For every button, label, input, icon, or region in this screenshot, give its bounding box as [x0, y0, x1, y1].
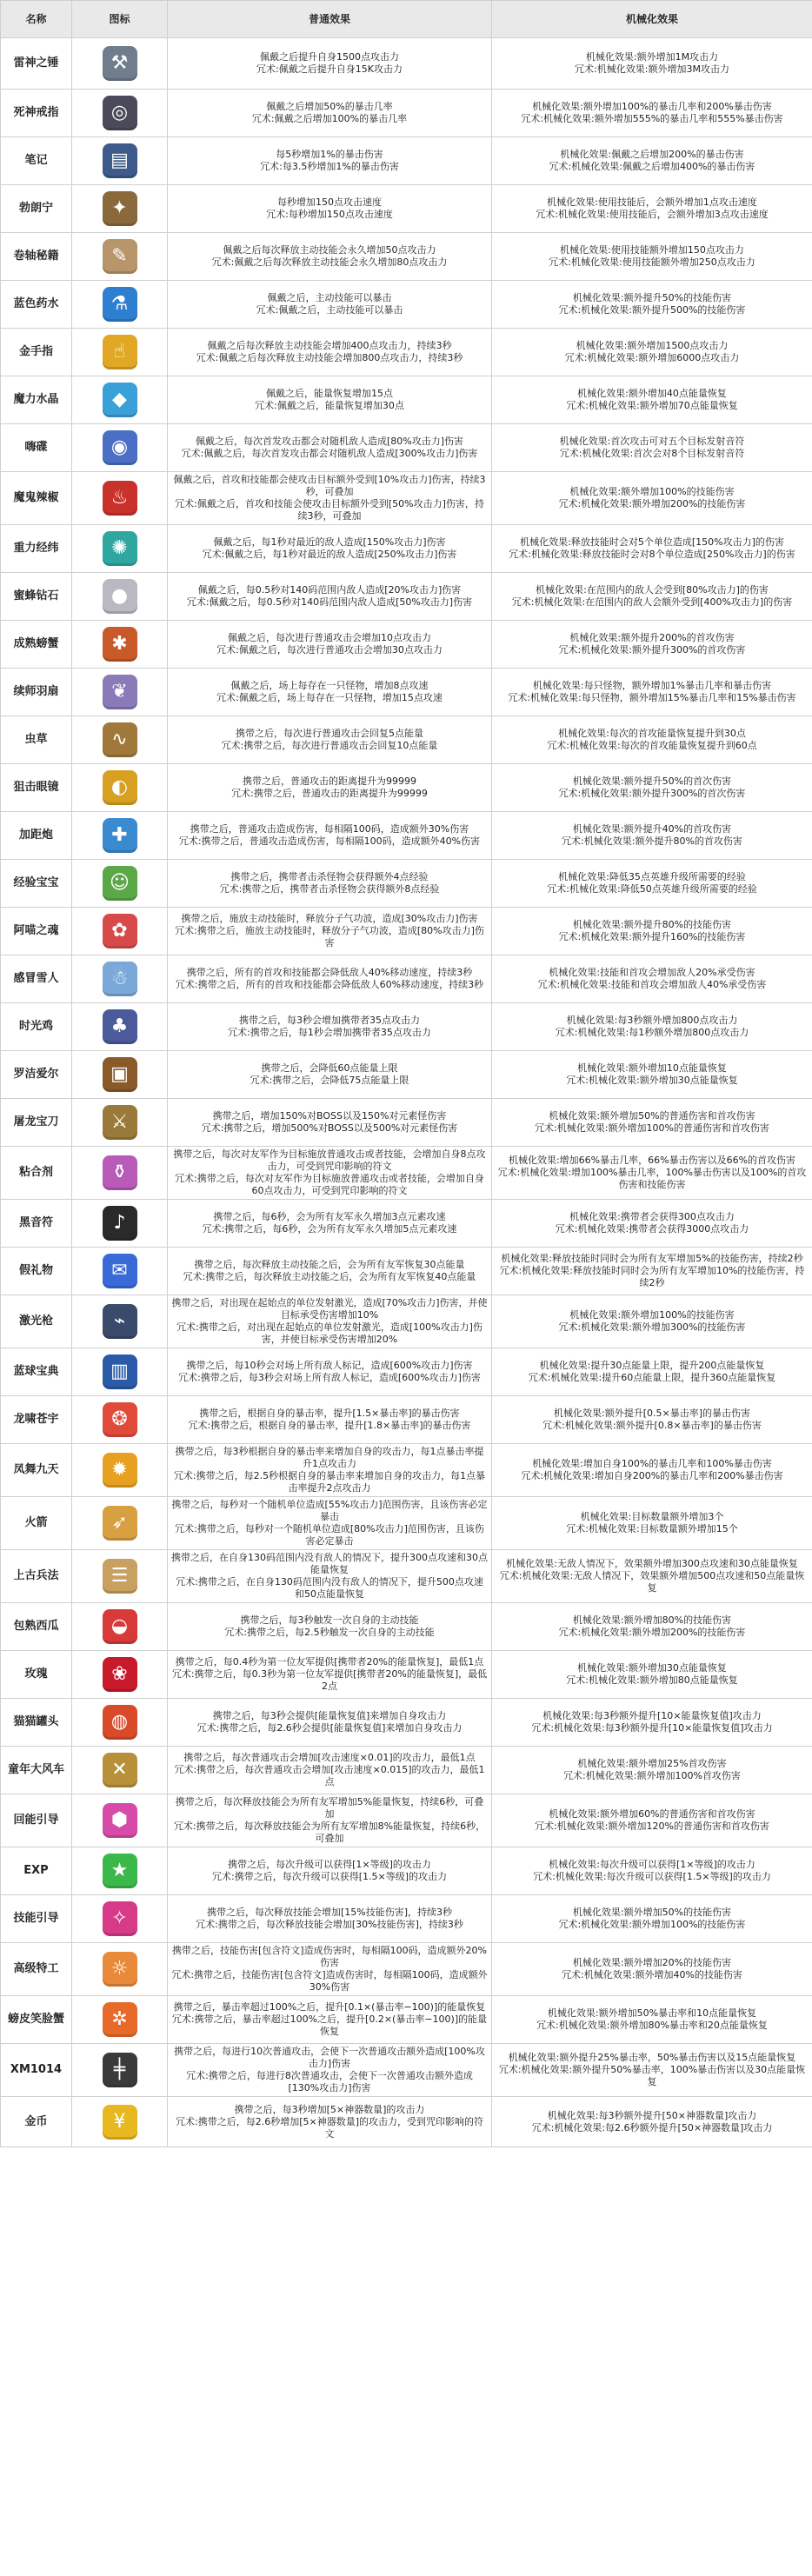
normal-effect: 佩戴之后，首攻和技能都会使攻击目标额外受到[10%攻击力]伤害，持续3秒，可叠加 冗术:佩戴之后，首攻和技能会使攻击目标额外受到[50%攻击力]伤害，持续3秒，可叠加 — [168, 472, 492, 525]
item-icon-cell — [72, 185, 168, 233]
table-row — [1, 525, 812, 573]
table-row — [1, 1794, 812, 1847]
fan-icon: ❦ — [103, 675, 137, 709]
table-row — [1, 669, 812, 716]
mech-effect: 机械化效果:无敌人情况下，效果额外增加300点攻速和30点能量恢复 冗术:机械化效果:无敌人情况下，效果额外增加500点攻速和50点能量恢复 — [492, 1550, 812, 1603]
item-icon-cell — [72, 38, 168, 90]
glue-icon: ⚱ — [103, 1155, 137, 1190]
item-name: 粘合剂 — [1, 1147, 72, 1200]
table-row — [1, 1550, 812, 1603]
mech-effect: 机械化效果:目标数量额外增加3个 冗术:机械化效果:目标数量额外增加15个 — [492, 1497, 812, 1550]
item-icon-cell — [72, 1396, 168, 1444]
item-name: 虫草 — [1, 716, 72, 764]
item-icon-cell — [72, 908, 168, 955]
item-name: 续师羽扇 — [1, 669, 72, 716]
energy-guide-icon: ⬢ — [103, 1803, 137, 1838]
mech-effect: 机械化效果:额外增加1M攻击力 冗术:机械化效果:额外增加3M攻击力 — [492, 38, 812, 90]
normal-effect: 携带之后，对出现在起始点的单位发射激光，造成[70%攻击力]伤害，并使目标承受伤害增加10% 冗术:携带之后，对出现在起始点的单位发射激光，造成[100%攻击力]伤害，并使目标承受伤害增加20% — [168, 1295, 492, 1348]
item-name: 回能引导 — [1, 1794, 72, 1847]
item-name: 雷神之锤 — [1, 38, 72, 90]
notebook-icon: ▤ — [103, 143, 137, 178]
item-name: 激光枪 — [1, 1295, 72, 1348]
laser-gun-icon: ⌁ — [103, 1304, 137, 1339]
item-icon-cell — [72, 1895, 168, 1943]
item-icon-cell — [72, 472, 168, 525]
table-row — [1, 1497, 812, 1550]
item-name: 阿喵之魂 — [1, 908, 72, 955]
mech-effect: 机械化效果:额外增加25%首攻伤害 冗术:机械化效果:额外增加100%首攻伤害 — [492, 1747, 812, 1794]
item-name: 卷轴秘籍 — [1, 233, 72, 281]
item-icon-cell — [72, 1651, 168, 1699]
item-name: 时光鸡 — [1, 1003, 72, 1051]
normal-effect: 携带之后，每次进行普通攻击会回复5点能量 冗术:携带之后，每次进行普通攻击会回复10点能量 — [168, 716, 492, 764]
table-row — [1, 1895, 812, 1943]
item-name: 狙击眼镜 — [1, 764, 72, 812]
mech-effect: 机械化效果:额外增加100%的暴击几率和200%暴击伤害 冗术:机械化效果:额外增加555%的暴击几率和555%暴击伤害 — [492, 90, 812, 137]
table-row — [1, 1051, 812, 1099]
item-icon-cell — [72, 1003, 168, 1051]
item-icon-cell — [72, 2097, 168, 2147]
item-name: 经验宝宝 — [1, 860, 72, 908]
table-row — [1, 860, 812, 908]
item-name: 嗨碟 — [1, 424, 72, 472]
table-row — [1, 1147, 812, 1200]
item-icon-cell — [72, 764, 168, 812]
item-name: 凤舞九天 — [1, 1444, 72, 1497]
mech-effect: 机械化效果:额外增加80%的技能伤害 冗术:机械化效果:额外增加200%的技能伤害 — [492, 1603, 812, 1651]
shotgun-icon: ╪ — [103, 2053, 137, 2087]
watermelon-icon: ◒ — [103, 1609, 137, 1644]
normal-effect: 佩戴之后，每1秒对最近的敌人造成[150%攻击力]伤害 冗术:佩戴之后，每1秒对最近的敌人造成[250%攻击力]伤害 — [168, 525, 492, 573]
item-name: 金手指 — [1, 329, 72, 376]
normal-effect: 携带之后，每3秒会提供[能量恢复值]来增加自身攻击力 冗术:携带之后，每2.6秒会提供[能量恢复值]来增加自身攻击力 — [168, 1699, 492, 1747]
phoenix-icon: ✹ — [103, 1453, 137, 1488]
table-row — [1, 2044, 812, 2097]
table-row — [1, 137, 812, 185]
mech-effect: 机械化效果:额外提升[0.5×暴击率]的暴击伤害 冗术:机械化效果:额外提升[0.8×暴击率]的暴击伤害 — [492, 1396, 812, 1444]
mech-effect: 机械化效果:每3秒额外增加800点攻击力 冗术:机械化效果:每1秒额外增加800点攻击力 — [492, 1003, 812, 1051]
mech-effect: 机械化效果:每3秒额外提升[10×能量恢复值]攻击力 冗术:机械化效果:每3秒额外提升[10×能量恢复值]攻击力 — [492, 1699, 812, 1747]
item-name: 勃朗宁 — [1, 185, 72, 233]
normal-effect: 携带之后，技能伤害[包含符文]造成伤害时，每相隔100码，造成额外20%伤害 冗术:携带之后，技能伤害[包含符文]造成伤害时，每相隔100码，造成额外30%伤害 — [168, 1943, 492, 1996]
item-name: 包熟西瓜 — [1, 1603, 72, 1651]
item-icon-cell — [72, 1847, 168, 1895]
item-icon-cell — [72, 716, 168, 764]
table-row — [1, 1396, 812, 1444]
table-row — [1, 376, 812, 424]
item-icon-cell — [72, 2044, 168, 2097]
normal-effect: 携带之后，暴击率超过100%之后，提升[0.1×(暴击率−100)]的能量恢复 冗术:携带之后，暴击率超过100%之后，提升[0.2×(暴击率−100)]的能量恢复 — [168, 1996, 492, 2044]
normal-effect: 每5秒增加1%的暴击伤害 冗术:每3.5秒增加1%的暴击伤害 — [168, 137, 492, 185]
agent-icon: ☼ — [103, 1952, 137, 1987]
normal-effect: 携带之后，会降低60点能量上限 冗术:携带之后，会降低75点能量上限 — [168, 1051, 492, 1099]
item-icon-cell — [72, 1444, 168, 1497]
item-icon-cell — [72, 1497, 168, 1550]
table-row — [1, 1200, 812, 1248]
table-row — [1, 1603, 812, 1651]
table-row — [1, 185, 812, 233]
potion-icon: ⚗ — [103, 287, 137, 322]
normal-effect: 携带之后，每次释放主动技能之后，会为所有友军恢复30点能量 冗术:携带之后，每次释放主动技能之后，会为所有友军恢复40点能量 — [168, 1248, 492, 1295]
mech-effect: 机械化效果:额外提升200%的首攻伤害 冗术:机械化效果:额外提升300%的首攻伤害 — [492, 621, 812, 669]
header-icon: 图标 — [72, 1, 168, 38]
gift-icon: ✉ — [103, 1254, 137, 1288]
item-icon-cell — [72, 1348, 168, 1396]
normal-effect: 携带之后，每3秒触发一次自身的主动技能 冗术:携带之后，每2.5秒触发一次自身的主动技能 — [168, 1603, 492, 1651]
table-row — [1, 908, 812, 955]
table-row — [1, 1996, 812, 2044]
normal-effect: 携带之后，普通攻击造成伤害，每相隔100码，造成额外30%伤害 冗术:携带之后，普通攻击造成伤害，每相隔100码，造成额外40%伤害 — [168, 812, 492, 860]
mech-effect: 机械化效果:额外增加50%的技能伤害 冗术:机械化效果:额外增加100%的技能伤害 — [492, 1895, 812, 1943]
mech-effect: 机械化效果:提升30点能量上限，提升200点能量恢复 冗术:机械化效果:提升60点能量上限，提升360点能量恢复 — [492, 1348, 812, 1396]
snowman-icon: ☃ — [103, 962, 137, 996]
table-row — [1, 955, 812, 1003]
normal-effect: 携带之后，每10秒会对场上所有敌人标记，造成[600%攻击力]伤害 冗术:携带之后，每3秒会对场上所有敌人标记，造成[600%攻击力]伤害 — [168, 1348, 492, 1396]
item-name: 成熟螃蟹 — [1, 621, 72, 669]
table-row — [1, 38, 812, 90]
herb-icon: ∿ — [103, 722, 137, 757]
item-icon-cell — [72, 329, 168, 376]
item-name: 蓝球宝典 — [1, 1348, 72, 1396]
tome-icon: ▥ — [103, 1355, 137, 1389]
mech-effect: 机械化效果:释放技能时同时会为所有友军增加5%的技能伤害，持续2秒 冗术:机械化效果:释放技能时同时会为所有友军增加10%的技能伤害，持续2秒 — [492, 1248, 812, 1295]
item-name: 重力经纬 — [1, 525, 72, 573]
item-icon-cell — [72, 1550, 168, 1603]
cat-soul-icon: ✿ — [103, 914, 137, 949]
table-row — [1, 812, 812, 860]
normal-effect: 携带之后，每3秒会增加携带者35点攻击力 冗术:携带之后，每1秒会增加携带者35点攻击力 — [168, 1003, 492, 1051]
skill-badge-icon: ✧ — [103, 1901, 137, 1936]
table-row — [1, 1248, 812, 1295]
item-icon-cell — [72, 1147, 168, 1200]
gravity-icon: ✺ — [103, 531, 137, 566]
smiling-crab-icon: ✲ — [103, 2002, 137, 2037]
normal-effect: 佩戴之后增加50%的暴击几率 冗术:佩戴之后增加100%的暴击几率 — [168, 90, 492, 137]
chili-icon: ♨ — [103, 481, 137, 516]
mech-effect: 机械化效果:使用技能额外增加150点攻击力 冗术:机械化效果:使用技能额外增加250点攻击力 — [492, 233, 812, 281]
normal-effect: 携带之后，所有的首攻和技能都会降低敌人40%移动速度，持续3秒 冗术:携带之后，所有的首攻和技能都会降低敌人60%移动速度，持续3秒 — [168, 955, 492, 1003]
table-row — [1, 764, 812, 812]
mech-effect: 机械化效果:额外增加100%的技能伤害 冗术:机械化效果:额外增加200%的技能伤害 — [492, 472, 812, 525]
finger-icon: ☝ — [103, 335, 137, 369]
item-name: 金币 — [1, 2097, 72, 2147]
item-icon-cell — [72, 1996, 168, 2044]
item-icon-cell — [72, 573, 168, 621]
mech-effect: 机械化效果:携带者会获得300点攻击力 冗术:机械化效果:携带者会获得3000点攻击力 — [492, 1200, 812, 1248]
item-name: XM1014 — [1, 2044, 72, 2097]
normal-effect: 携带之后，根据自身的暴击率，提升[1.5×暴击率]的暴击伤害 冗术:携带之后，根据自身的暴击率，提升[1.8×暴击率]的暴击伤害 — [168, 1396, 492, 1444]
mech-effect: 机械化效果:在范围内的敌人会受到[80%攻击力]的伤害 冗术:机械化效果:在范围内的敌人会额外受到[400%攻击力]的伤害 — [492, 573, 812, 621]
table-row — [1, 716, 812, 764]
normal-effect: 携带之后，每3秒根据自身的暴击率来增加自身的攻击力，每1点暴击率提升1点攻击力 冗术:携带之后，每2.5秒根据自身的暴击率来增加自身的攻击力，每1点暴击率提升2点攻击力 — [168, 1444, 492, 1497]
baby-icon: ☺ — [103, 866, 137, 901]
crab-icon: ✱ — [103, 627, 137, 662]
pinwheel-icon: ✕ — [103, 1753, 137, 1787]
normal-effect: 每秒增加150点攻击速度 冗术:每秒增加150点攻击速度 — [168, 185, 492, 233]
item-icon-cell — [72, 955, 168, 1003]
item-name: 感冒雪人 — [1, 955, 72, 1003]
normal-effect: 携带之后，每次对友军作为目标施放普通攻击或者技能，会增加自身8点攻击力，可受到咒印影响的符文 冗术:携带之后，每次对友军作为目标施放普通攻击或者技能，会增加自身60点攻击力，可受到咒印影响的符文 — [168, 1147, 492, 1200]
dragon-icon: ❂ — [103, 1402, 137, 1437]
mech-effect: 机械化效果:额外增加100%的技能伤害 冗术:机械化效果:额外增加300%的技能伤害 — [492, 1295, 812, 1348]
item-icon-cell — [72, 137, 168, 185]
normal-effect: 佩戴之后，每0.5秒对140码范围内敌人造成[20%攻击力]伤害 冗术:佩戴之后，每0.5秒对140码范围内敌人造成[50%攻击力]伤害 — [168, 573, 492, 621]
item-name: 螃皮笑脸蟹 — [1, 1996, 72, 2044]
table-row — [1, 2097, 812, 2147]
item-icon-cell — [72, 1943, 168, 1996]
mech-effect: 机械化效果:使用技能后，会额外增加1点攻击速度 冗术:机械化效果:使用技能后，会额外增加3点攻击速度 — [492, 185, 812, 233]
normal-effect: 佩戴之后，能量恢复增加15点 冗术:佩戴之后，能量恢复增加30点 — [168, 376, 492, 424]
item-icon-cell — [72, 669, 168, 716]
mech-effect: 机械化效果:额外增加40点能量恢复 冗术:机械化效果:额外增加70点能量恢复 — [492, 376, 812, 424]
normal-effect: 佩戴之后每次释放主动技能会增加400点攻击力，持续3秒 冗术:佩戴之后每次释放主动技能会增加800点攻击力，持续3秒 — [168, 329, 492, 376]
normal-effect: 佩戴之后，每次首发攻击都会对随机敌人造成[80%攻击力]伤害 冗术:佩戴之后，每次首发攻击都会对随机敌人造成[300%攻击力]伤害 — [168, 424, 492, 472]
normal-effect: 携带之后，每6秒，会为所有友军永久增加3点元素攻速 冗术:携带之后，每6秒，会为所有友军永久增加5点元素攻速 — [168, 1200, 492, 1248]
header-mech: 机械化效果 — [492, 1, 812, 38]
ring-icon: ◎ — [103, 96, 137, 130]
item-name: 高级特工 — [1, 1943, 72, 1996]
disc-icon: ◉ — [103, 430, 137, 465]
item-icon-cell — [72, 812, 168, 860]
item-icon-cell — [72, 1603, 168, 1651]
rose-icon: ❀ — [103, 1657, 137, 1692]
item-icon-cell — [72, 1248, 168, 1295]
mech-effect: 机械化效果:额外提升80%的技能伤害 冗术:机械化效果:额外提升160%的技能伤害 — [492, 908, 812, 955]
mech-effect: 机械化效果:额外增加10点能量恢复 冗术:机械化效果:额外增加30点能量恢复 — [492, 1051, 812, 1099]
mech-effect: 机械化效果:额外增加50%的普通伤害和首攻伤害 冗术:机械化效果:额外增加100%的普通伤害和首攻伤害 — [492, 1099, 812, 1147]
item-name: 玫瑰 — [1, 1651, 72, 1699]
mech-effect: 机械化效果:额外增加20%的技能伤害 冗术:机械化效果:额外增加40%的技能伤害 — [492, 1943, 812, 1996]
mech-effect: 机械化效果:首次攻击可对五个目标发射音符 冗术:机械化效果:首次会对8个目标发射音符 — [492, 424, 812, 472]
normal-effect: 携带之后，每次释放技能会增加[15%技能伤害]，持续3秒 冗术:携带之后，每次释放技能会增加[30%技能伤害]，持续3秒 — [168, 1895, 492, 1943]
mech-effect: 机械化效果:额外提升25%暴击率，50%暴击伤害以及15点能量恢复 冗术:机械化效果:额外提升50%暴击率，100%暴击伤害以及30点能量恢复 — [492, 2044, 812, 2097]
item-name: 猫猫罐头 — [1, 1699, 72, 1747]
header-name: 名称 — [1, 1, 72, 38]
item-name: 龙啸苍宇 — [1, 1396, 72, 1444]
item-icon-cell — [72, 860, 168, 908]
item-icon-cell — [72, 525, 168, 573]
table-row — [1, 1444, 812, 1497]
item-name: 技能引导 — [1, 1895, 72, 1943]
table-row — [1, 1943, 812, 1996]
header-normal: 普通效果 — [168, 1, 492, 38]
item-icon-cell — [72, 1200, 168, 1248]
sword-icon: ⚔ — [103, 1105, 137, 1140]
mech-effect: 机械化效果:额外提升50%的技能伤害 冗术:机械化效果:额外提升500%的技能伤害 — [492, 281, 812, 329]
item-name: 蓝色药水 — [1, 281, 72, 329]
item-icon-cell — [72, 1747, 168, 1794]
table-row — [1, 1651, 812, 1699]
mech-effect: 机械化效果:释放技能时会对5个单位造成[150%攻击力]的伤害 冗术:机械化效果:释放技能时会对8个单位造成[250%攻击力]的伤害 — [492, 525, 812, 573]
item-name: 加距炮 — [1, 812, 72, 860]
item-name: 童年大风车 — [1, 1747, 72, 1794]
normal-effect: 携带之后，每0.4秒为第一位友军提供[携带者20%的能量恢复]，最低1点 冗术:携带之后，每0.3秒为第一位友军提供[携带者20%的能量恢复]，最低2点 — [168, 1651, 492, 1699]
item-name: 黑音符 — [1, 1200, 72, 1248]
mech-effect: 机械化效果:额外增加30点能量恢复 冗术:机械化效果:额外增加80点能量恢复 — [492, 1651, 812, 1699]
normal-effect: 携带之后，携带者击杀怪物会获得额外4点经验 冗术:携带之后，携带者击杀怪物会获得额外8点经验 — [168, 860, 492, 908]
item-icon-cell — [72, 1295, 168, 1348]
table-row — [1, 281, 812, 329]
normal-effect: 携带之后，普通攻击的距离提升为99999 冗术:携带之后，普通攻击的距离提升为99999 — [168, 764, 492, 812]
normal-effect: 携带之后，施放主动技能时，释放分子气功波，造成[30%攻击力]伤害 冗术:携带之后，施放主动技能时，释放分子气功波，造成[80%攻击力]伤害 — [168, 908, 492, 955]
table-row — [1, 1295, 812, 1348]
mech-effect: 机械化效果:额外提升50%的首次伤害 冗术:机械化效果:额外提升300%的首次伤害 — [492, 764, 812, 812]
mech-effect: 机械化效果:技能和首攻会增加敌人20%承受伤害 冗术:机械化效果:技能和首攻会增加敌人40%承受伤害 — [492, 955, 812, 1003]
item-icon-cell — [72, 1699, 168, 1747]
table-row — [1, 1747, 812, 1794]
item-icon-cell — [72, 1794, 168, 1847]
normal-effect: 携带之后，每秒对一个随机单位造成[55%攻击力]范围伤害，且该伤害必定暴击 冗术:携带之后，每秒对一个随机单位造成[80%攻击力]范围伤害，且该伤害必定暴击 — [168, 1497, 492, 1550]
normal-effect: 携带之后，在自身130码范围内没有敌人的情况下，提升300点攻速和30点能量恢复 冗术:携带之后，在自身130码范围内没有敌人的情况下，提升500点攻速和50点能量恢复 — [168, 1550, 492, 1603]
book-icon: ▣ — [103, 1057, 137, 1092]
mech-effect: 机械化效果:每次升级可以获得[1×等级]的攻击力 冗术:机械化效果:每次升级可以获得[1.5×等级]的攻击力 — [492, 1847, 812, 1895]
normal-effect: 佩戴之后，场上每存在一只怪物，增加8点攻速 冗术:佩戴之后，场上每存在一只怪物，增加15点攻速 — [168, 669, 492, 716]
glasses-icon: ◐ — [103, 770, 137, 805]
item-name: 死神戒指 — [1, 90, 72, 137]
mech-effect: 机械化效果:每只怪物，额外增加1%暴击几率和暴击伤害 冗术:机械化效果:每只怪物，额外增加15%暴击几率和15%暴击伤害 — [492, 669, 812, 716]
item-name: 蜜蜂钻石 — [1, 573, 72, 621]
ancient-scroll-icon: ☰ — [103, 1559, 137, 1594]
item-name: 魔鬼辣椒 — [1, 472, 72, 525]
mech-effect: 机械化效果:增加自身100%的暴击几率和100%暴击伤害 冗术:机械化效果:增加自身200%的暴击几率和200%暴击伤害 — [492, 1444, 812, 1497]
table-row — [1, 1699, 812, 1747]
table-row — [1, 1099, 812, 1147]
coin-icon: ¥ — [103, 2105, 137, 2140]
table-row — [1, 1003, 812, 1051]
mech-effect: 机械化效果:每次的首攻能量恢复提升到30点 冗术:机械化效果:每次的首攻能量恢复提升到60点 — [492, 716, 812, 764]
table-row — [1, 573, 812, 621]
table-row — [1, 424, 812, 472]
item-icon-cell — [72, 233, 168, 281]
mech-effect: 机械化效果:佩戴之后增加200%的暴击伤害 冗术:机械化效果:佩戴之后增加400%的暴击伤害 — [492, 137, 812, 185]
item-name: 魔力水晶 — [1, 376, 72, 424]
item-name: 上古兵法 — [1, 1550, 72, 1603]
item-icon-cell — [72, 424, 168, 472]
pearl-icon: ● — [103, 579, 137, 614]
normal-effect: 携带之后，每次升级可以获得[1×等级]的攻击力 冗术:携带之后，每次升级可以获得[1.5×等级]的攻击力 — [168, 1847, 492, 1895]
can-icon: ◍ — [103, 1705, 137, 1740]
item-icon-cell — [72, 90, 168, 137]
pistol-icon: ✦ — [103, 191, 137, 226]
item-icon-cell — [72, 281, 168, 329]
item-name: 罗洁爱尔 — [1, 1051, 72, 1099]
item-name: 火箭 — [1, 1497, 72, 1550]
crystal-icon: ◆ — [103, 383, 137, 417]
mech-effect: 机械化效果:额外增加50%暴击率和10点能量恢复 冗术:机械化效果:额外增加80%暴击率和20点能量恢复 — [492, 1996, 812, 2044]
item-icon-cell — [72, 1051, 168, 1099]
chicken-icon: ♣ — [103, 1009, 137, 1044]
mech-effect: 机械化效果:增加66%暴击几率，66%暴击伤害以及66%的首攻伤害 冗术:机械化效果:增加100%暴击几率，100%暴击伤害以及100%的首攻伤害和技能伤害 — [492, 1147, 812, 1200]
item-name: 假礼物 — [1, 1248, 72, 1295]
normal-effect: 携带之后，每3秒增加[5×神器数量]的攻击力 冗术:携带之后，每2.6秒增加[5×神器数量]的攻击力，受到咒印影响的符文 — [168, 2097, 492, 2147]
item-icon-cell — [72, 1099, 168, 1147]
music-note-icon: ♪ — [103, 1206, 137, 1241]
hammer-icon: ⚒ — [103, 46, 137, 81]
mech-effect: 机械化效果:降低35点英雄升级所需要的经验 冗术:机械化效果:降低50点英雄升级所需要的经验 — [492, 860, 812, 908]
item-name: EXP — [1, 1847, 72, 1895]
normal-effect: 携带之后，增加150%对BOSS以及150%对元素怪伤害 冗术:携带之后，增加500%对BOSS以及500%对元素怪伤害 — [168, 1099, 492, 1147]
table-row — [1, 329, 812, 376]
cannon-icon: ✚ — [103, 818, 137, 853]
item-icon-cell — [72, 621, 168, 669]
normal-effect: 佩戴之后每次释放主动技能会永久增加50点攻击力 冗术:佩戴之后每次释放主动技能会永久增加80点攻击力 — [168, 233, 492, 281]
normal-effect: 携带之后，每进行10次普通攻击，会使下一次普通攻击额外造成[100%攻击力]伤害 冗术:携带之后，每进行8次普通攻击，会使下一次普通攻击额外造成[130%攻击力]伤害 — [168, 2044, 492, 2097]
mech-effect: 机械化效果:额外增加60%的普通伤害和首攻伤害 冗术:机械化效果:额外增加120%的普通伤害和首攻伤害 — [492, 1794, 812, 1847]
mech-effect: 机械化效果:每3秒额外提升[50×神器数量]攻击力 冗术:机械化效果:每2.6秒额外提升[50×神器数量]攻击力 — [492, 2097, 812, 2147]
exp-badge-icon: ★ — [103, 1854, 137, 1888]
mech-effect: 机械化效果:额外提升40%的首攻伤害 冗术:机械化效果:额外提升80%的首攻伤害 — [492, 812, 812, 860]
table-row — [1, 1348, 812, 1396]
normal-effect: 佩戴之后，每次进行普通攻击会增加10点攻击力 冗术:佩戴之后，每次进行普通攻击会增加30点攻击力 — [168, 621, 492, 669]
normal-effect: 携带之后，每次普通攻击会增加[攻击速度×0.01]的攻击力，最低1点 冗术:携带之后，每次普通攻击会增加[攻击速度×0.015]的攻击力，最低1点 — [168, 1747, 492, 1794]
normal-effect: 佩戴之后提升自身1500点攻击力 冗术:佩戴之后提升自身15K攻击力 — [168, 38, 492, 90]
item-name: 屠龙宝刀 — [1, 1099, 72, 1147]
table-row — [1, 1847, 812, 1895]
normal-effect: 携带之后，每次释放技能会为所有友军增加5%能量恢复，持续6秒，可叠加 冗术:携带之后，每次释放技能会为所有友军增加8%能量恢复，持续6秒，可叠加 — [168, 1794, 492, 1847]
rocket-icon: ➶ — [103, 1506, 137, 1541]
table-row — [1, 472, 812, 525]
item-icon-cell — [72, 376, 168, 424]
normal-effect: 佩戴之后，主动技能可以暴击 冗术:佩戴之后，主动技能可以暴击 — [168, 281, 492, 329]
scroll-icon: ✎ — [103, 239, 137, 274]
mech-effect: 机械化效果:额外增加1500点攻击力 冗术:机械化效果:额外增加6000点攻击力 — [492, 329, 812, 376]
table-row — [1, 90, 812, 137]
item-name: 笔记 — [1, 137, 72, 185]
table-row — [1, 233, 812, 281]
header-row — [1, 1, 812, 38]
table-row — [1, 621, 812, 669]
